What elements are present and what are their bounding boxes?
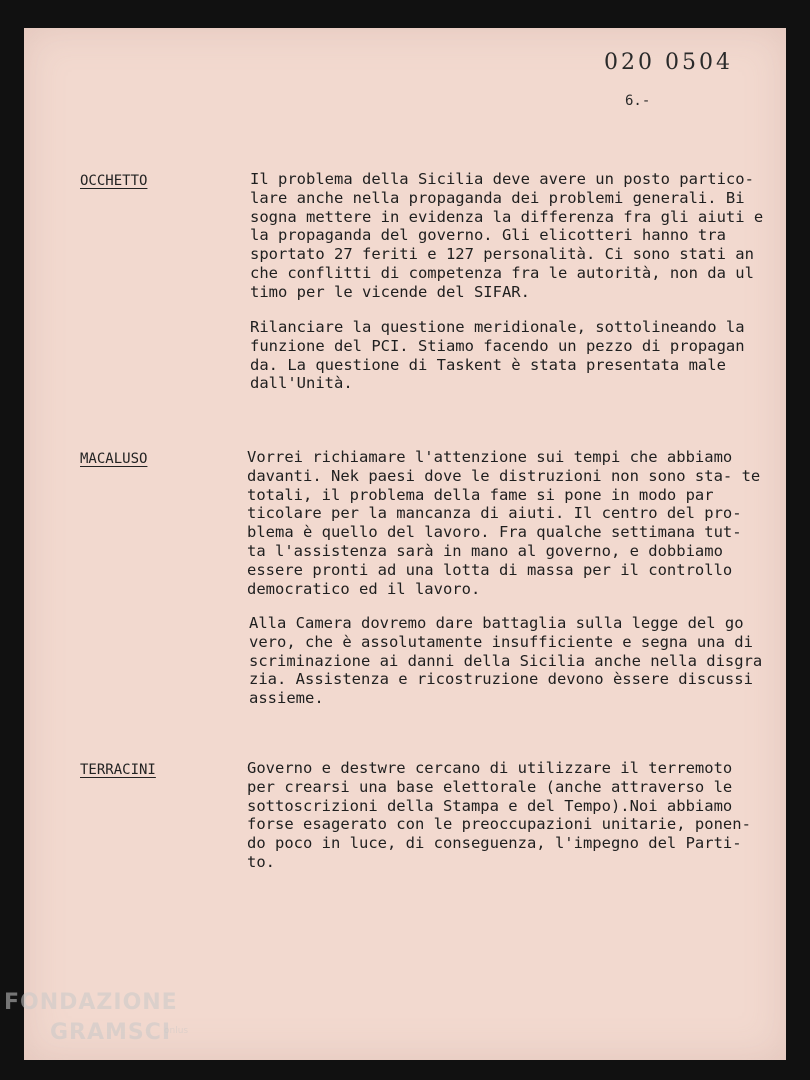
speaker-occhetto: OCCHETTO	[80, 173, 148, 189]
paragraph	[250, 318, 770, 393]
speaker-macaluso: MACALUSO	[80, 451, 148, 467]
paragraph	[249, 614, 769, 708]
paragraph	[250, 170, 770, 302]
fondazione-gramsci-logo	[4, 990, 204, 1070]
logo-line-2: GRAMSCI	[50, 1020, 172, 1045]
speaker-terracini: TERRACINI	[80, 762, 156, 778]
paragraph-text: Governo e destwre cercano di utilizzare il terremoto per crearsi una base elettorale (anche attraverso le sottoscrizioni della Stampa e del Tempo).Noi abbiamo forse esagerato con le preoccupazioni unitarie, ponen- do poco in luce, di conseguenza, l'impegno del Parti- to.	[247, 759, 751, 871]
logo-line-1: FONDAZIONE	[4, 990, 178, 1015]
paragraph-text: Il problema della Sicilia deve avere un posto partico- lare anche nella propaganda dei problemi generali. Bi sogna mettere in evidenza la differenza fra gli aiuti e la propaganda del governo. Gli elicotteri hanno tra sportato 27 feriti e 127 personalità. Ci sono stati an che conflitti di competenza fra le autorità, non da ul timo per le vicende del SIFAR.	[250, 170, 764, 301]
paragraph	[247, 448, 767, 598]
logo-line-3: onlus	[164, 1026, 189, 1036]
paragraph-text: Rilanciare la questione meridionale, sottolineando la funzione del PCI. Stiamo facendo un pezzo di propagan da. La questione di Taskent è stata presentata male dall'Unità.	[250, 318, 745, 393]
document-number: 020 0504	[604, 50, 733, 75]
paragraph	[247, 759, 767, 872]
page-number: 6.-	[625, 93, 651, 109]
paragraph-text: Alla Camera dovremo dare battaglia sulla legge del go vero, che è assolutamente insufficiente e segna una di scriminazione ai danni della Sicilia anche nella disgra zia. Assistenza e ricostruzione devono èssere discussi assieme.	[249, 614, 763, 708]
paragraph-text: Vorrei richiamare l'attenzione sui tempi che abbiamo davanti. Nek paesi dove le distruzioni non sono sta- te totali, il problema della fame si pone in modo par ticolare per la mancanza di aiuti. Il centro del pro- blema è quello del lavoro. Fra qualche settimana tut- ta l'assistenza sarà in mano al governo, e dobbiamo essere pronti ad una lotta di massa per il controllo democratico ed il lavoro.	[247, 448, 761, 598]
